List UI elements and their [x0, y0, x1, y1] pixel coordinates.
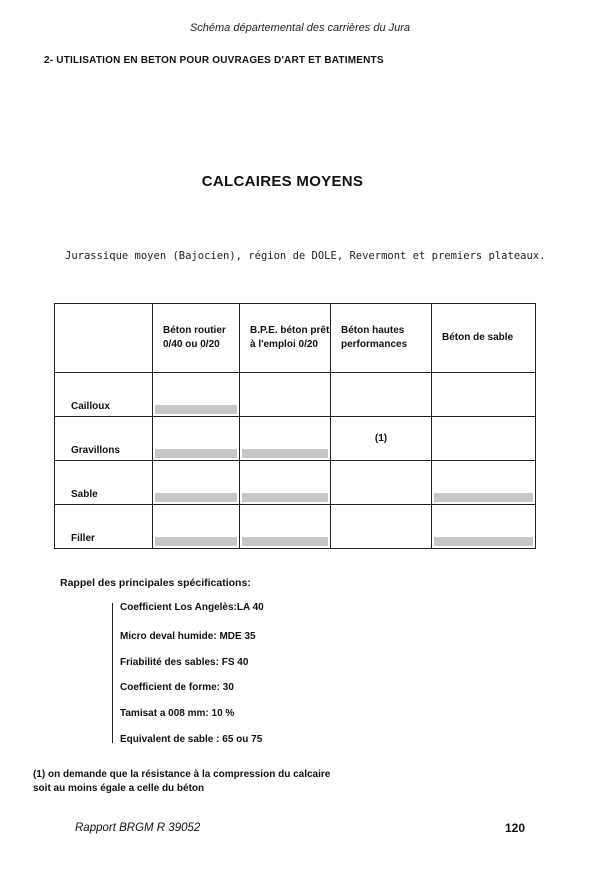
- row-label: Gravillons: [55, 417, 153, 461]
- row-label: Sable: [55, 461, 153, 505]
- table-cell: [240, 373, 331, 417]
- usage-shading: [155, 537, 237, 546]
- row-label: Cailloux: [55, 373, 153, 417]
- table-cell: [331, 373, 432, 417]
- table-corner-cell: [55, 304, 153, 373]
- row-label: Filler: [55, 505, 153, 549]
- specification-item: Coefficient Los Angelès:LA 40: [120, 602, 264, 613]
- table-row: [55, 373, 536, 417]
- table-row: [55, 417, 536, 461]
- table-cell: [331, 461, 432, 505]
- page-title: CALCAIRES MOYENS: [201, 173, 364, 190]
- usage-shading: [242, 449, 328, 458]
- table-cell: [432, 373, 536, 417]
- usage-shading: [434, 493, 533, 502]
- table-header-row: [55, 304, 536, 373]
- column-header: Béton routier 0/40 ou 0/20: [153, 304, 240, 373]
- specification-item: Coefficient de forme: 30: [120, 682, 234, 693]
- page-number: 120: [505, 821, 526, 835]
- table-cell: [331, 417, 432, 461]
- usage-shading: [434, 537, 533, 546]
- table-cell: [432, 461, 536, 505]
- table-cell: [153, 373, 240, 417]
- usage-shading: [242, 493, 328, 502]
- column-header: Béton hautes performances: [331, 304, 432, 373]
- specification-item: Micro deval humide: MDE 35: [120, 631, 256, 642]
- table-cell: [153, 417, 240, 461]
- table-cell: [153, 505, 240, 549]
- table-cell: [432, 417, 536, 461]
- geology-subtitle: Jurassique moyen (Bajocien), région de DOLE, Revermont et premiers plateaux.: [65, 250, 546, 262]
- table-cell: [240, 461, 331, 505]
- table-row: [55, 461, 536, 505]
- specifications-title: Rappel des principales spécifications:: [60, 577, 251, 589]
- usage-shading: [242, 537, 328, 546]
- table-cell: [240, 417, 331, 461]
- specifications-bracket: [112, 603, 113, 743]
- usage-shading: [155, 493, 237, 502]
- running-header: Schéma départemental des carrières du Jura: [189, 22, 411, 34]
- specification-item: Friabilité des sables: FS 40: [120, 657, 249, 668]
- table-cell: [240, 505, 331, 549]
- footnote-marker: (1): [374, 433, 388, 444]
- usage-shading: [155, 405, 237, 414]
- column-header: Béton de sable: [432, 304, 536, 373]
- section-heading: 2- UTILISATION EN BETON POUR OUVRAGES D'ART ET BATIMENTS: [44, 55, 384, 66]
- column-header: B.P.E. béton prêt à l'emploi 0/20: [240, 304, 331, 373]
- specification-item: Tamisat a 008 mm: 10 %: [120, 708, 235, 719]
- table-cell: [432, 505, 536, 549]
- table-cell: [331, 505, 432, 549]
- table-row: [55, 505, 536, 549]
- usage-shading: [155, 449, 237, 458]
- report-reference: Rapport BRGM R 39052: [75, 822, 201, 834]
- table-cell: [153, 461, 240, 505]
- footnote: (1) on demande que la résistance à la compression du calcaire soit au moins égale a celle du béton: [33, 769, 331, 794]
- usage-table: [54, 303, 536, 549]
- specification-item: Equivalent de sable : 65 ou 75: [120, 734, 263, 745]
